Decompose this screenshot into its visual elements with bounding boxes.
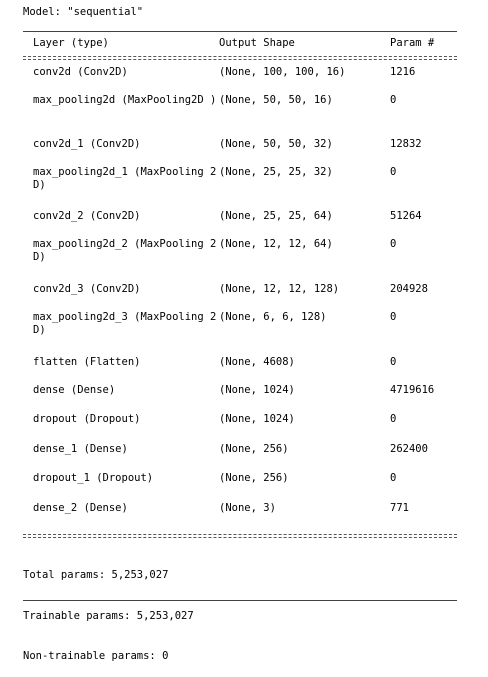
header-layer-type: Layer (type)	[33, 37, 109, 49]
layer-name: dropout (Dropout)	[33, 413, 141, 425]
layer-name: dense (Dense)	[33, 384, 116, 396]
layer-row	[23, 502, 457, 532]
layer-row	[23, 384, 457, 414]
layer-row	[23, 138, 457, 168]
layer-name: conv2d_2 (Conv2D)	[33, 210, 141, 222]
footer-rule	[23, 600, 457, 601]
param-totals	[23, 542, 194, 677]
layer-row	[23, 472, 457, 502]
layer-output-shape: (None, 1024)	[219, 384, 295, 396]
layer-output-shape: (None, 3)	[219, 502, 276, 514]
layer-row	[23, 283, 457, 313]
layer-row	[23, 66, 457, 96]
layer-name: conv2d_1 (Conv2D)	[33, 138, 141, 150]
layer-row	[23, 443, 457, 473]
layer-output-shape: (None, 256)	[219, 472, 289, 484]
layer-row	[23, 210, 457, 240]
table-header	[23, 37, 457, 51]
layer-output-shape: (None, 100, 100, 16)	[219, 66, 346, 78]
layer-row	[23, 413, 457, 443]
layer-output-shape: (None, 12, 12, 64)	[219, 238, 333, 250]
header-param-count: Param #	[390, 37, 435, 49]
layer-name: dense_1 (Dense)	[33, 443, 128, 455]
layer-param-count: 1216	[390, 66, 416, 78]
layer-output-shape: (None, 12, 12, 128)	[219, 283, 340, 295]
layer-name: max_pooling2d_3 (MaxPooling 2D)	[33, 311, 217, 336]
layer-param-count: 0	[390, 311, 397, 323]
layer-row	[23, 356, 457, 386]
layer-output-shape: (None, 4608)	[219, 356, 295, 368]
layer-name: dense_2 (Dense)	[33, 502, 128, 514]
layer-name: dropout_1 (Dropout)	[33, 472, 154, 484]
layer-param-count: 262400	[390, 443, 428, 455]
layer-name: flatten (Flatten)	[33, 356, 141, 368]
layer-row	[23, 166, 457, 196]
layer-param-count: 204928	[390, 283, 428, 295]
layer-name: conv2d (Conv2D)	[33, 66, 128, 78]
layer-param-count: 12832	[390, 138, 422, 150]
layer-param-count: 0	[390, 94, 397, 106]
layer-output-shape: (None, 256)	[219, 443, 289, 455]
layer-param-count: 0	[390, 356, 397, 368]
layer-output-shape: (None, 1024)	[219, 413, 295, 425]
layer-output-shape: (None, 50, 50, 16)	[219, 94, 333, 106]
layer-param-count: 0	[390, 472, 397, 484]
total-params: Total params: 5,253,027	[23, 569, 169, 581]
layer-output-shape: (None, 6, 6, 128)	[219, 311, 327, 323]
layer-name: max_pooling2d_2 (MaxPooling 2D)	[33, 238, 217, 263]
layer-row	[23, 311, 457, 341]
top-rule	[23, 31, 457, 32]
bottom-double-rule	[23, 534, 457, 538]
header-double-rule	[23, 56, 457, 60]
trainable-params: Trainable params: 5,253,027	[23, 609, 194, 622]
layer-param-count: 51264	[390, 210, 422, 222]
layer-name: conv2d_3 (Conv2D)	[33, 283, 141, 295]
layer-param-count: 771	[390, 502, 409, 514]
layer-row	[23, 94, 457, 124]
header-output-shape: Output Shape	[219, 37, 295, 49]
layer-param-count: 0	[390, 238, 397, 250]
layer-param-count: 0	[390, 413, 397, 425]
layer-name: max_pooling2d_1 (MaxPooling 2D)	[33, 166, 217, 191]
layer-param-count: 4719616	[390, 384, 435, 396]
layer-output-shape: (None, 50, 50, 32)	[219, 138, 333, 150]
layer-output-shape: (None, 25, 25, 64)	[219, 210, 333, 222]
non-trainable-params: Non-trainable params: 0	[23, 650, 169, 662]
layer-output-shape: (None, 25, 25, 32)	[219, 166, 333, 178]
layer-param-count: 0	[390, 166, 397, 178]
layer-row	[23, 238, 457, 268]
model-title: Model: "sequential"	[23, 6, 144, 18]
layer-name: max_pooling2d (MaxPooling2D )	[33, 94, 217, 106]
